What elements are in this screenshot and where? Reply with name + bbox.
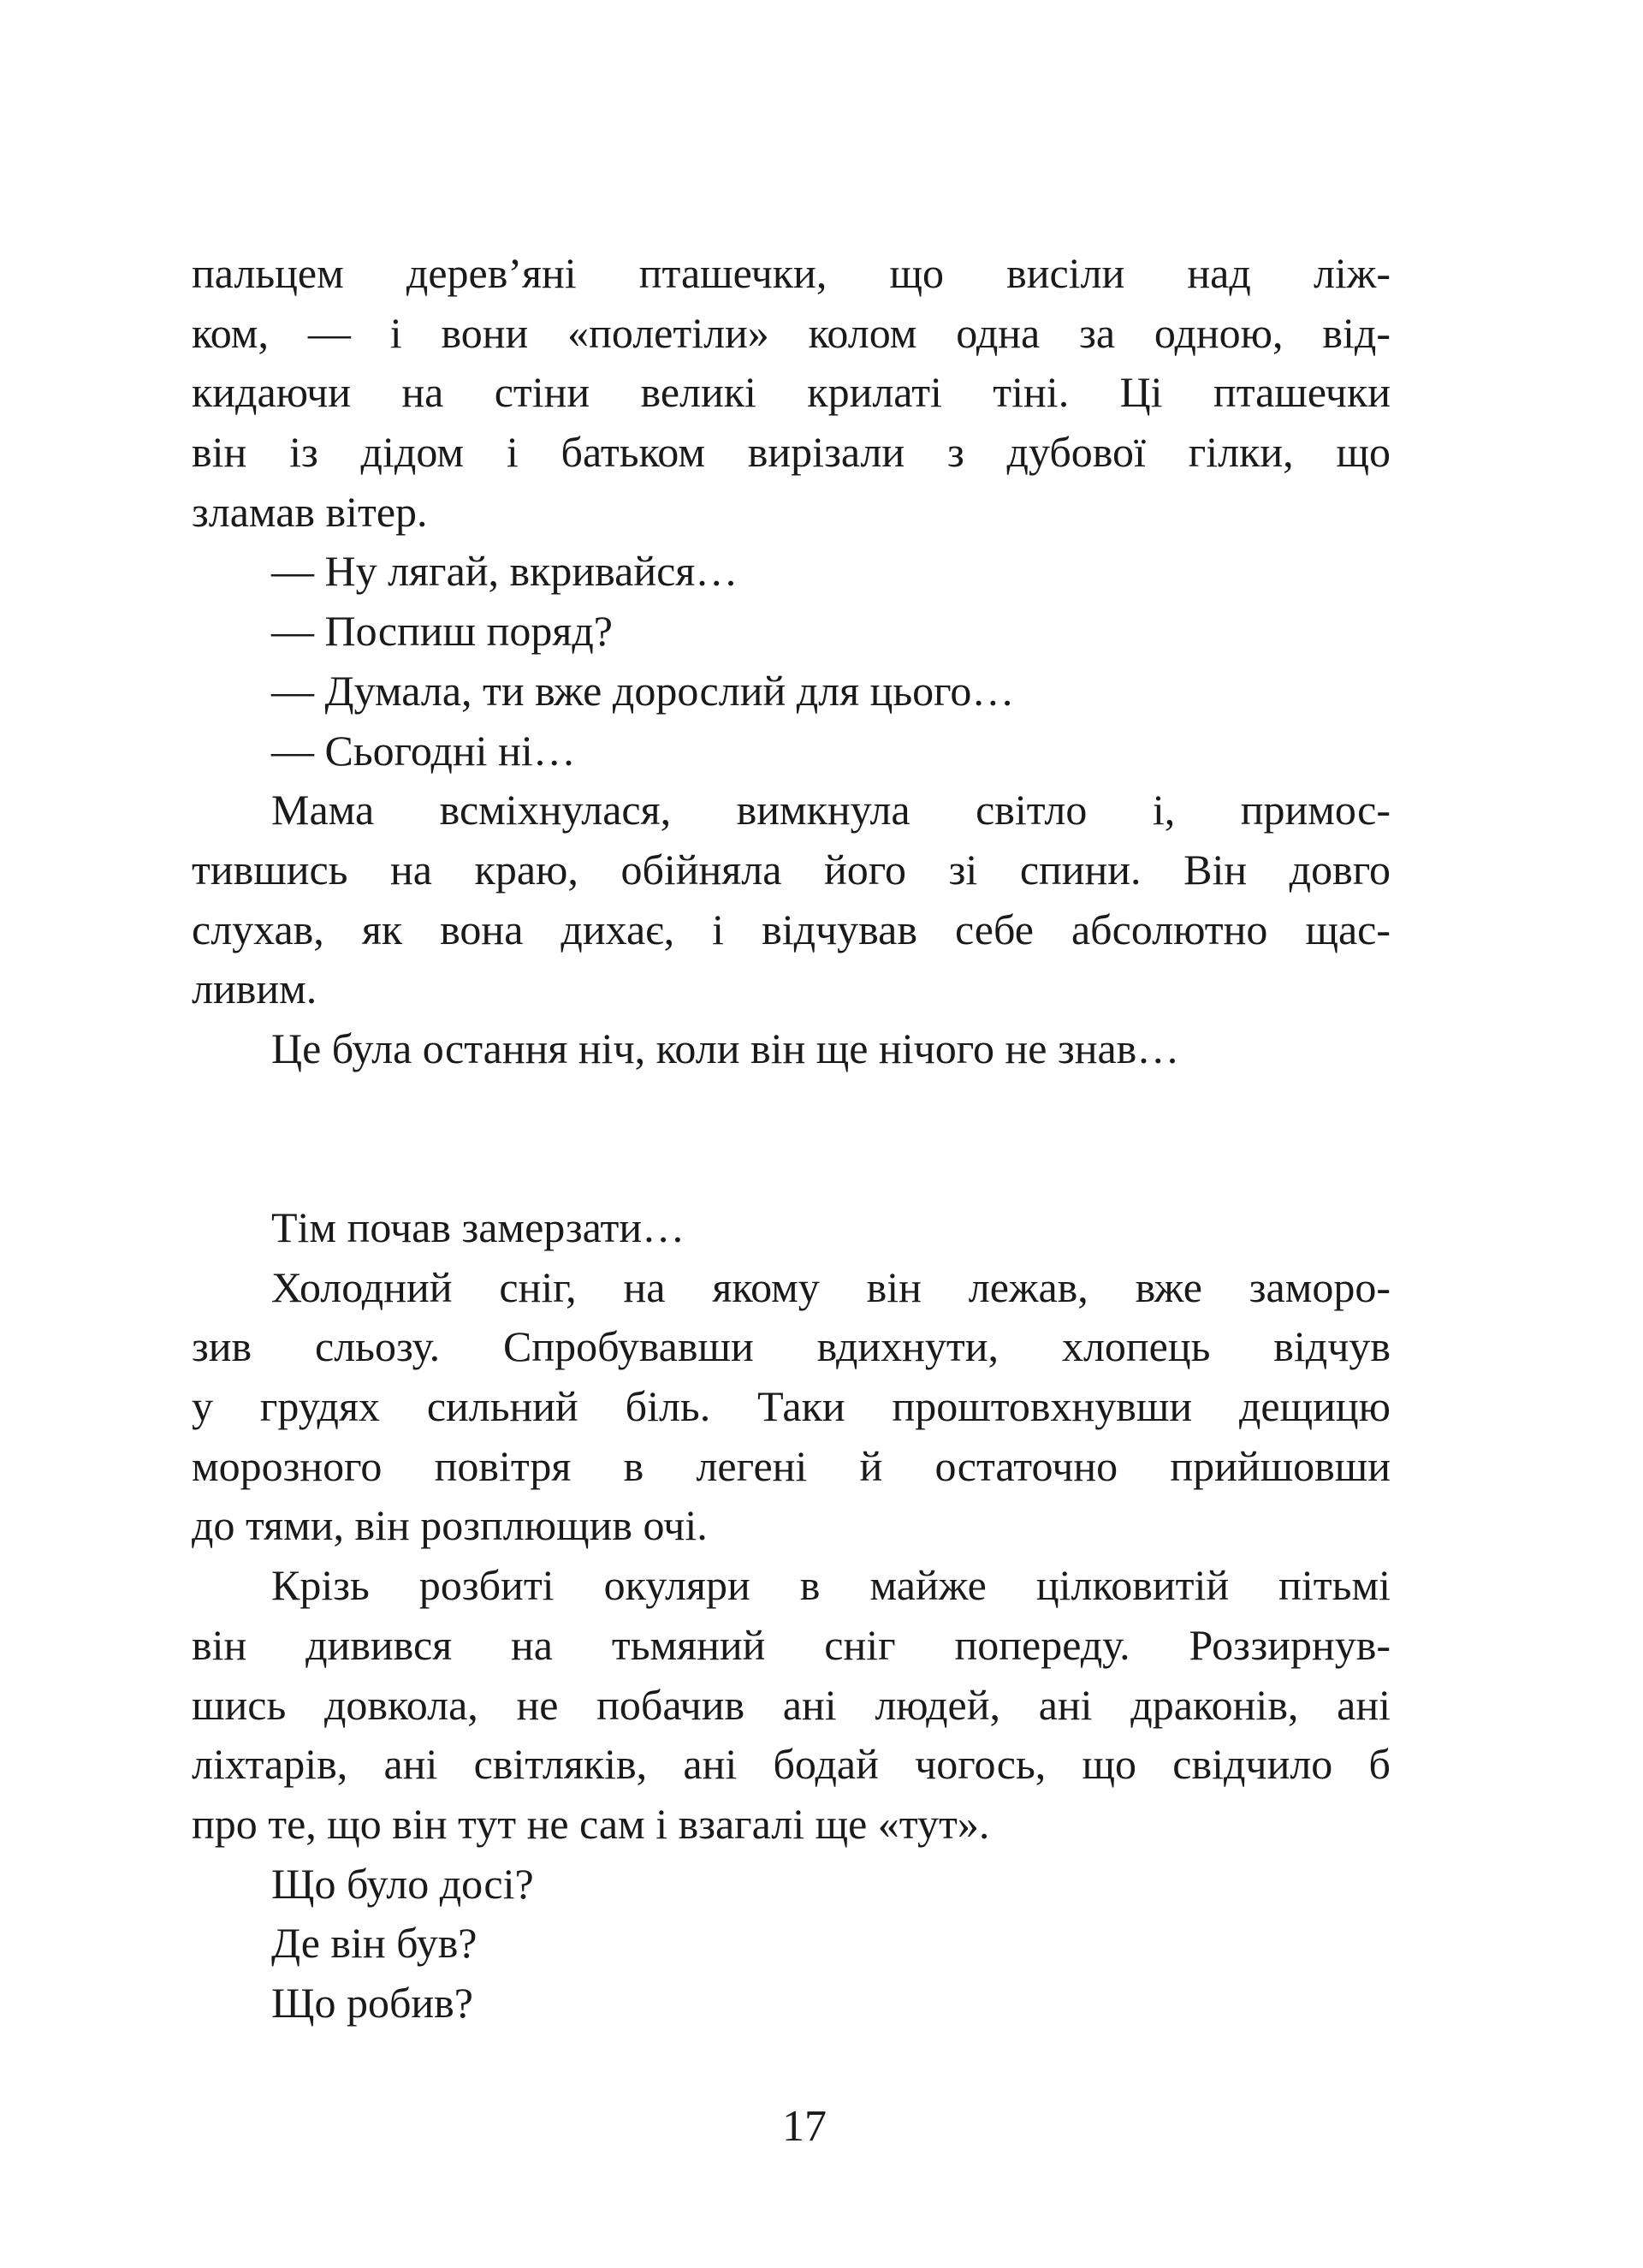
- text-line: Що було досі?: [271, 1859, 534, 1908]
- text-line: ліхтарів, ані світляків, ані бодай чогось, що свідчило б: [192, 1740, 1391, 1789]
- text-line: ливим.: [192, 965, 317, 1013]
- text-line: про те, що він тут не сам і взагалі ще «тут».: [192, 1799, 990, 1848]
- page-body-text: [192, 244, 1391, 2033]
- dialogue-line: — Ну лягай, вкривайся…: [271, 547, 738, 596]
- text-line: до тями, він розплющив очі.: [192, 1501, 708, 1550]
- text-line: зив сльозу. Спробувавши вдихнути, хлопець відчув: [192, 1322, 1391, 1371]
- text-line: кидаючи на стіни великі крилаті тіні. Ці пташечки: [192, 368, 1391, 417]
- dialogue-line: — Сьогодні ні…: [271, 726, 576, 775]
- text-line: він дивився на тьмяний сніг попереду. Роззирнув-: [192, 1620, 1391, 1669]
- dialogue-line: — Поспиш поряд?: [271, 607, 613, 656]
- text-line: слухав, як вона дихає, і відчував себе абсолютно щас-: [192, 905, 1391, 953]
- text-line: морозного повітря в легені й остаточно прийшовши: [192, 1441, 1391, 1490]
- text-line: Що робив?: [271, 1978, 473, 2027]
- text-line: Тім почав замерзати…: [271, 1203, 685, 1251]
- text-line: Крізь розбиті окуляри в майже цілковитій пітьмі: [271, 1561, 1391, 1610]
- section-break: [192, 1079, 1391, 1139]
- dialogue-line: — Думала, ти вже дорослий для цього…: [271, 666, 1015, 715]
- page-number: 17: [782, 2102, 827, 2151]
- text-line: зламав вітер.: [192, 487, 428, 536]
- text-line: Це була остання ніч, коли він ще нічого не знав…: [271, 1024, 1180, 1072]
- text-line: тившись на краю, обійняла його зі спини. Він довго: [192, 845, 1391, 894]
- text-line: пальцем дерев’яні пташечки, що висіли над ліж-: [192, 249, 1391, 297]
- text-line: Де він був?: [271, 1919, 477, 1968]
- section-break: [192, 1138, 1391, 1198]
- text-line: ком, — і вони «полетіли» колом одна за одною, від-: [192, 308, 1391, 357]
- text-line: шись довкола, не побачив ані людей, ані драконів, ані: [192, 1680, 1391, 1729]
- text-line: він із дідом і батьком вирізали з дубової гілки, що: [192, 428, 1391, 477]
- text-line: у грудях сильний біль. Таки проштовхнувши дещицю: [192, 1382, 1391, 1431]
- text-line: Мама всміхнулася, вимкнула світло і, примос-: [271, 786, 1391, 834]
- text-line: Холодний сніг, на якому він лежав, вже заморо-: [271, 1262, 1391, 1311]
